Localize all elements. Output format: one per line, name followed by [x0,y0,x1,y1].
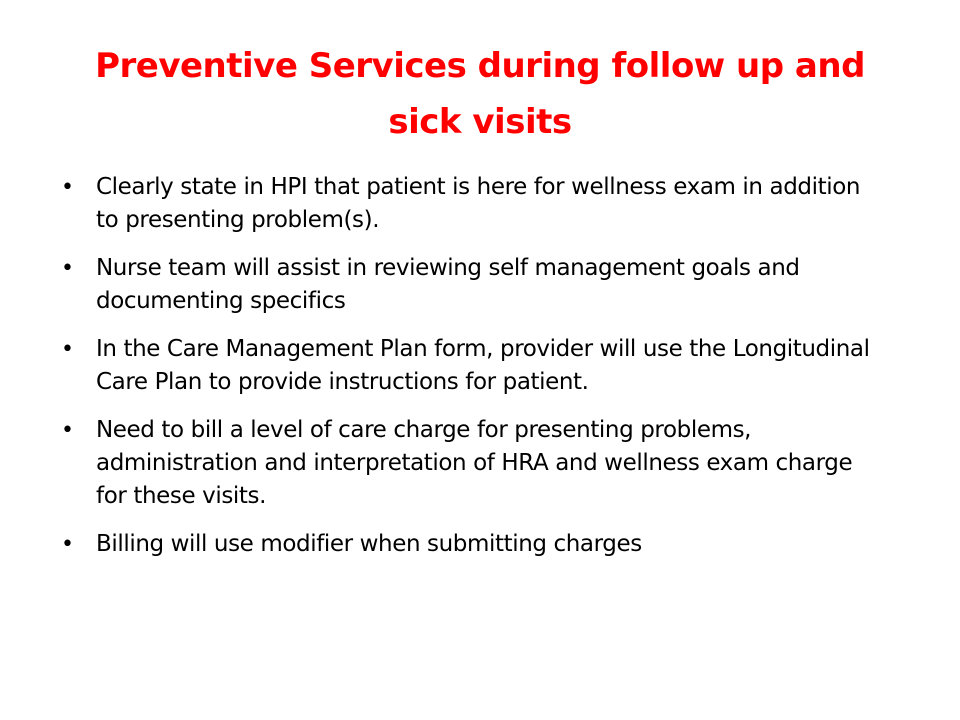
bullet-item [60,171,880,237]
bullet-text: Need to bill a level of care charge for presenting problems, administration and interpretation of HRA and wellness exam charge for these visits. [96,417,853,509]
bullet-item [60,528,880,561]
bullet-item [60,252,880,318]
bullet-list [60,171,880,576]
bullet-dot-icon: • [61,418,74,443]
bullet-text: Nurse team will assist in reviewing self management goals and documenting specifics [96,255,800,314]
bullet-text: In the Care Management Plan form, provider will use the Longitudinal Care Plan to provide instructions for patient. [96,336,870,395]
bullet-text: Billing will use modifier when submitting charges [96,531,642,557]
bullet-dot-icon: • [61,175,74,200]
bullet-dot-icon: • [61,256,74,281]
bullet-dot-icon: • [61,532,74,557]
bullet-dot-icon: • [61,337,74,362]
bullet-text: Clearly state in HPI that patient is here for wellness exam in addition to presenting problem(s). [96,174,861,233]
bullet-item [60,333,880,399]
bullet-item [60,414,880,513]
slide-title: Preventive Services during follow up and sick visits [95,46,865,142]
